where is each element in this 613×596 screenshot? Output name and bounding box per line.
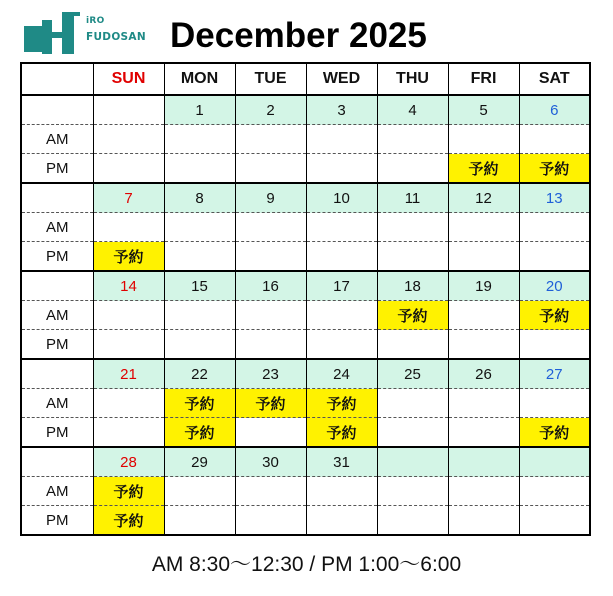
pm-label: PM	[21, 330, 93, 360]
open-slot-cell[interactable]	[377, 477, 448, 506]
date-cell: 3	[306, 95, 377, 125]
date-cell: 31	[306, 447, 377, 477]
open-slot-cell[interactable]	[164, 301, 235, 330]
am-slot-row	[21, 477, 590, 506]
am-label: AM	[21, 125, 93, 154]
open-slot-cell[interactable]	[377, 418, 448, 448]
open-slot-cell[interactable]	[448, 506, 519, 536]
pm-label: PM	[21, 506, 93, 536]
date-row-label-cell	[21, 447, 93, 477]
open-slot-cell[interactable]	[164, 506, 235, 536]
open-slot-cell[interactable]	[235, 125, 306, 154]
booked-slot-cell[interactable]: 予約	[235, 389, 306, 418]
am-slot-row	[21, 213, 590, 242]
date-cell: 9	[235, 183, 306, 213]
header-corner-cell	[21, 63, 93, 95]
am-label: AM	[21, 301, 93, 330]
pm-label: PM	[21, 418, 93, 448]
date-cell: 11	[377, 183, 448, 213]
open-slot-cell[interactable]	[164, 213, 235, 242]
date-cell: 30	[235, 447, 306, 477]
pm-slot-row	[21, 242, 590, 272]
date-cell	[519, 447, 590, 477]
open-slot-cell[interactable]	[448, 213, 519, 242]
open-slot-cell[interactable]	[235, 213, 306, 242]
open-slot-cell[interactable]	[93, 330, 164, 360]
open-slot-cell[interactable]	[235, 506, 306, 536]
open-slot-cell[interactable]	[306, 330, 377, 360]
date-row-label-cell	[21, 359, 93, 389]
date-cell: 21	[93, 359, 164, 389]
pm-label: PM	[21, 154, 93, 184]
booked-slot-cell[interactable]: 予約	[93, 506, 164, 536]
date-cell: 17	[306, 271, 377, 301]
open-slot-cell[interactable]	[377, 154, 448, 184]
date-cell	[377, 447, 448, 477]
booked-slot-cell[interactable]: 予約	[93, 477, 164, 506]
open-slot-cell[interactable]	[306, 506, 377, 536]
open-slot-cell[interactable]	[306, 213, 377, 242]
pm-slot-row	[21, 330, 590, 360]
weekday-header-mon: MON	[164, 63, 235, 95]
date-cell: 13	[519, 183, 590, 213]
date-cell: 7	[93, 183, 164, 213]
booked-slot-cell[interactable]: 予約	[306, 418, 377, 448]
date-cell: 1	[164, 95, 235, 125]
date-cell	[448, 447, 519, 477]
logo-text-fudosan: FUDOSAN	[86, 31, 146, 43]
open-slot-cell[interactable]	[164, 125, 235, 154]
date-cell: 2	[235, 95, 306, 125]
pm-slot-row	[21, 154, 590, 184]
weekday-header-tue: TUE	[235, 63, 306, 95]
weekday-header-sun: SUN	[93, 63, 164, 95]
am-label: AM	[21, 213, 93, 242]
open-slot-cell[interactable]	[519, 125, 590, 154]
date-cell: 23	[235, 359, 306, 389]
am-slot-row	[21, 389, 590, 418]
open-slot-cell[interactable]	[377, 125, 448, 154]
open-slot-cell[interactable]	[235, 330, 306, 360]
open-slot-cell[interactable]	[93, 418, 164, 448]
pm-slot-row	[21, 418, 590, 448]
open-slot-cell[interactable]	[377, 242, 448, 272]
weekday-header-fri: FRI	[448, 63, 519, 95]
date-row	[21, 95, 590, 125]
date-cell: 20	[519, 271, 590, 301]
open-slot-cell[interactable]	[306, 301, 377, 330]
date-cell: 15	[164, 271, 235, 301]
open-slot-cell[interactable]	[93, 389, 164, 418]
open-slot-cell[interactable]	[306, 125, 377, 154]
booked-slot-cell[interactable]: 予約	[519, 301, 590, 330]
date-row	[21, 271, 590, 301]
business-hours-note: AM 8:30～12:30 / PM 1:00～6:00	[151, 553, 462, 576]
am-slot-row	[21, 301, 590, 330]
booked-slot-cell[interactable]: 予約	[306, 389, 377, 418]
open-slot-cell[interactable]	[235, 242, 306, 272]
open-slot-cell[interactable]	[306, 154, 377, 184]
booked-slot-cell[interactable]: 予約	[519, 154, 590, 184]
open-slot-cell[interactable]	[448, 389, 519, 418]
booked-slot-cell[interactable]: 予約	[377, 301, 448, 330]
weekday-header-row	[21, 63, 590, 95]
date-row-label-cell	[21, 95, 93, 125]
weekday-header-thu: THU	[377, 63, 448, 95]
open-slot-cell[interactable]	[93, 125, 164, 154]
open-slot-cell[interactable]	[164, 242, 235, 272]
open-slot-cell[interactable]	[235, 477, 306, 506]
date-cell: 8	[164, 183, 235, 213]
weekday-header-wed: WED	[306, 63, 377, 95]
open-slot-cell[interactable]	[519, 477, 590, 506]
open-slot-cell[interactable]	[235, 154, 306, 184]
logo-text-iro: iRO	[86, 16, 105, 26]
booked-slot-cell[interactable]: 予約	[164, 418, 235, 448]
open-slot-cell[interactable]	[448, 330, 519, 360]
open-slot-cell[interactable]	[93, 154, 164, 184]
date-cell: 5	[448, 95, 519, 125]
booked-slot-cell[interactable]: 予約	[164, 389, 235, 418]
open-slot-cell[interactable]	[93, 213, 164, 242]
date-cell: 10	[306, 183, 377, 213]
open-slot-cell[interactable]	[377, 389, 448, 418]
date-cell: 25	[377, 359, 448, 389]
date-cell: 4	[377, 95, 448, 125]
open-slot-cell[interactable]	[306, 242, 377, 272]
date-cell: 14	[93, 271, 164, 301]
open-slot-cell[interactable]	[377, 506, 448, 536]
booked-slot-cell[interactable]: 予約	[93, 242, 164, 272]
booked-slot-cell[interactable]: 予約	[448, 154, 519, 184]
open-slot-cell[interactable]	[519, 242, 590, 272]
date-cell: 22	[164, 359, 235, 389]
calendar-grid	[20, 62, 591, 536]
date-cell: 16	[235, 271, 306, 301]
open-slot-cell[interactable]	[519, 506, 590, 536]
open-slot-cell[interactable]	[448, 125, 519, 154]
date-cell	[93, 95, 164, 125]
open-slot-cell[interactable]	[164, 477, 235, 506]
open-slot-cell[interactable]	[448, 242, 519, 272]
open-slot-cell[interactable]	[235, 301, 306, 330]
open-slot-cell[interactable]	[377, 330, 448, 360]
open-slot-cell[interactable]	[164, 154, 235, 184]
date-row-label-cell	[21, 183, 93, 213]
open-slot-cell[interactable]	[448, 418, 519, 448]
am-label: AM	[21, 389, 93, 418]
date-row-label-cell	[21, 271, 93, 301]
date-cell: 18	[377, 271, 448, 301]
date-row	[21, 447, 590, 477]
open-slot-cell[interactable]	[519, 389, 590, 418]
date-cell: 12	[448, 183, 519, 213]
date-cell: 26	[448, 359, 519, 389]
am-slot-row	[21, 125, 590, 154]
open-slot-cell[interactable]	[93, 301, 164, 330]
date-row	[21, 359, 590, 389]
pm-slot-row	[21, 506, 590, 536]
date-row	[21, 183, 590, 213]
date-cell: 6	[519, 95, 590, 125]
date-cell: 29	[164, 447, 235, 477]
weekday-header-sat: SAT	[519, 63, 590, 95]
open-slot-cell[interactable]	[519, 213, 590, 242]
open-slot-cell[interactable]	[519, 330, 590, 360]
open-slot-cell[interactable]	[448, 301, 519, 330]
booked-slot-cell[interactable]: 予約	[519, 418, 590, 448]
open-slot-cell[interactable]	[377, 213, 448, 242]
open-slot-cell[interactable]	[164, 330, 235, 360]
date-cell: 27	[519, 359, 590, 389]
calendar-title: December 2025	[170, 16, 427, 55]
open-slot-cell[interactable]	[306, 477, 377, 506]
date-cell: 24	[306, 359, 377, 389]
date-cell: 28	[93, 447, 164, 477]
am-label: AM	[21, 477, 93, 506]
date-cell: 19	[448, 271, 519, 301]
open-slot-cell[interactable]	[448, 477, 519, 506]
open-slot-cell[interactable]	[235, 418, 306, 448]
pm-label: PM	[21, 242, 93, 272]
